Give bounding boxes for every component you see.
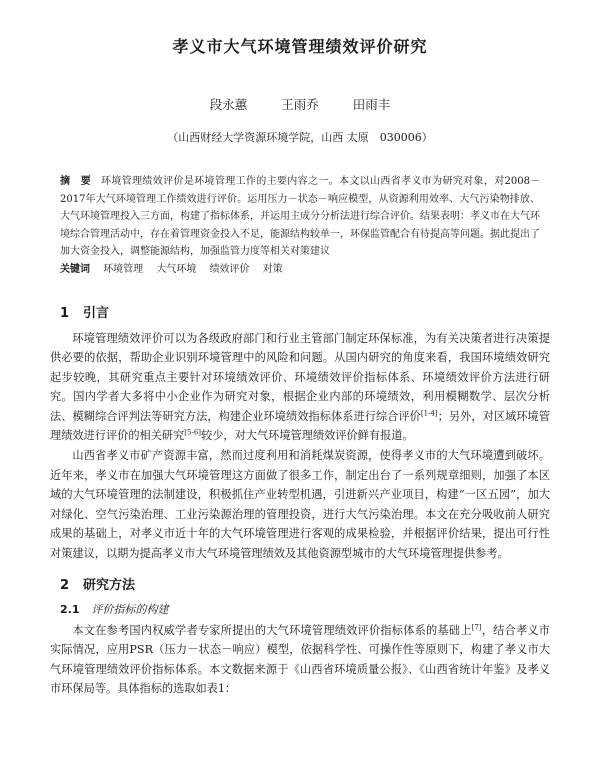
keyword: 大气环境 [156, 263, 197, 275]
paragraph-text: ，结合孝义市实际情况，应用PSR（压力－状态－响应）模型，依据科学性、可操作性等原则下，构建了孝义市大气环境管理绩效评价指标体系。本文数据来源于《山西省环境质量公报》、《山西省统计年鉴》及孝义市环保局等。具体指标的选取如表1： [50, 623, 550, 696]
paragraph-text: 较少，对大气环境管理绩效评价鲜有报道。 [201, 429, 414, 443]
section-heading-methods [60, 574, 556, 593]
paragraph [44, 621, 556, 699]
author-list [44, 95, 556, 113]
citation: [5-6] [184, 428, 201, 437]
section-title: 引言 [83, 305, 110, 321]
paragraph-text: 环境管理绩效评价可以为各级政府部门和行业主管部门制定环保标准，为有关决策者进行决策提供必要的依据，帮助企业识别环境管理中的风险和问题。从国内研究的角度来看，我国环境绩效研究起步较晚，其研究重点主要针对环境绩效评价、环境绩效评价指标体系、环境绩效评价方法进行研究。国内学者大多将中小企业作为研究对象，根据企业内部的环境绩效，利用模糊数学、层次分析法、模糊综合评判法等研究方法，构建企业环境绩效指标体系进行综合评价 [50, 331, 550, 423]
abstract [44, 173, 556, 261]
author-name: 段永蕙 [209, 97, 248, 112]
author-affiliation: （山西财经大学资源环境学院，山西 太原 030006） [167, 131, 433, 144]
author-name: 田雨丰 [352, 97, 391, 112]
subsection-title: 评价指标的构建 [91, 602, 169, 616]
keywords [44, 261, 556, 278]
keyword: 绩效评价 [209, 263, 250, 275]
paragraph [44, 329, 556, 447]
abstract-label: 摘 要 [60, 176, 92, 187]
section-number: 1 [60, 305, 70, 321]
keywords-label: 关键词 [60, 263, 90, 275]
paragraph-text: 本文在参考国内权威学者专家所提出的大气环境管理绩效评价指标体系的基础上 [72, 623, 472, 637]
keyword: 对策 [262, 263, 283, 275]
author-name: 王雨乔 [281, 97, 319, 112]
section-number: 2 [60, 577, 70, 593]
citation: [7] [471, 622, 482, 631]
section-title: 研究方法 [83, 577, 136, 593]
abstract-text: 环境管理绩效评价是环境管理工作的主要内容之一。本文以山西省孝义市为研究对象，对2008－2017年大气环境管理工作绩效进行评价。运用压力－状态－响应模型，从资源利用效率、大气污染物排放、大气环境管理投入三方面，构建了指标体系，并运用主成分分析法进行综合评价。结果表明：孝义市在大气环境综合管理活动中，存在着管理资金投入不足，能源结构较单一，环保监管配合有待提高等问题。据此提出了加大资金投入，调整能源结构，加强监管力度等相关对策建议 [60, 176, 541, 257]
subsection-heading [60, 601, 556, 617]
section-heading-introduction [60, 302, 556, 321]
keyword: 环境管理 [103, 263, 144, 275]
paper-title: 孝义市大气环境管理绩效评价研究 [172, 37, 428, 56]
paragraph: 山西省孝义市矿产资源丰富，然而过度利用和消耗煤炭资源，使得孝义市的大气环境遭到破坏。近年来，孝义市在加强大气环境管理这方面做了很多工作，制定出台了一系列规章细则，加强了本区域的大气环境管理的法制建设，积极抓住产业转型机遇，引进新兴产业项目，构建“一区五园”，加大对绿化、空气污染治理、工业污染源治理的管理投资，进行大气污染治理。本文在充分吸收前人研究成果的基础上，对孝义市近十年的大气环境管理进行客观的成果检验，并根据评价结果，提出可行性对策建议，以期为提高孝义市大气环境管理绩效及其他资源型城市的大气环境管理提供参考。 [50, 449, 550, 561]
subsection-number: 2.1 [60, 602, 80, 616]
paragraph-text: ；另外，对区域环境管理绩效进行评价的相关研究 [50, 409, 550, 443]
citation: [1-4] [420, 409, 438, 418]
